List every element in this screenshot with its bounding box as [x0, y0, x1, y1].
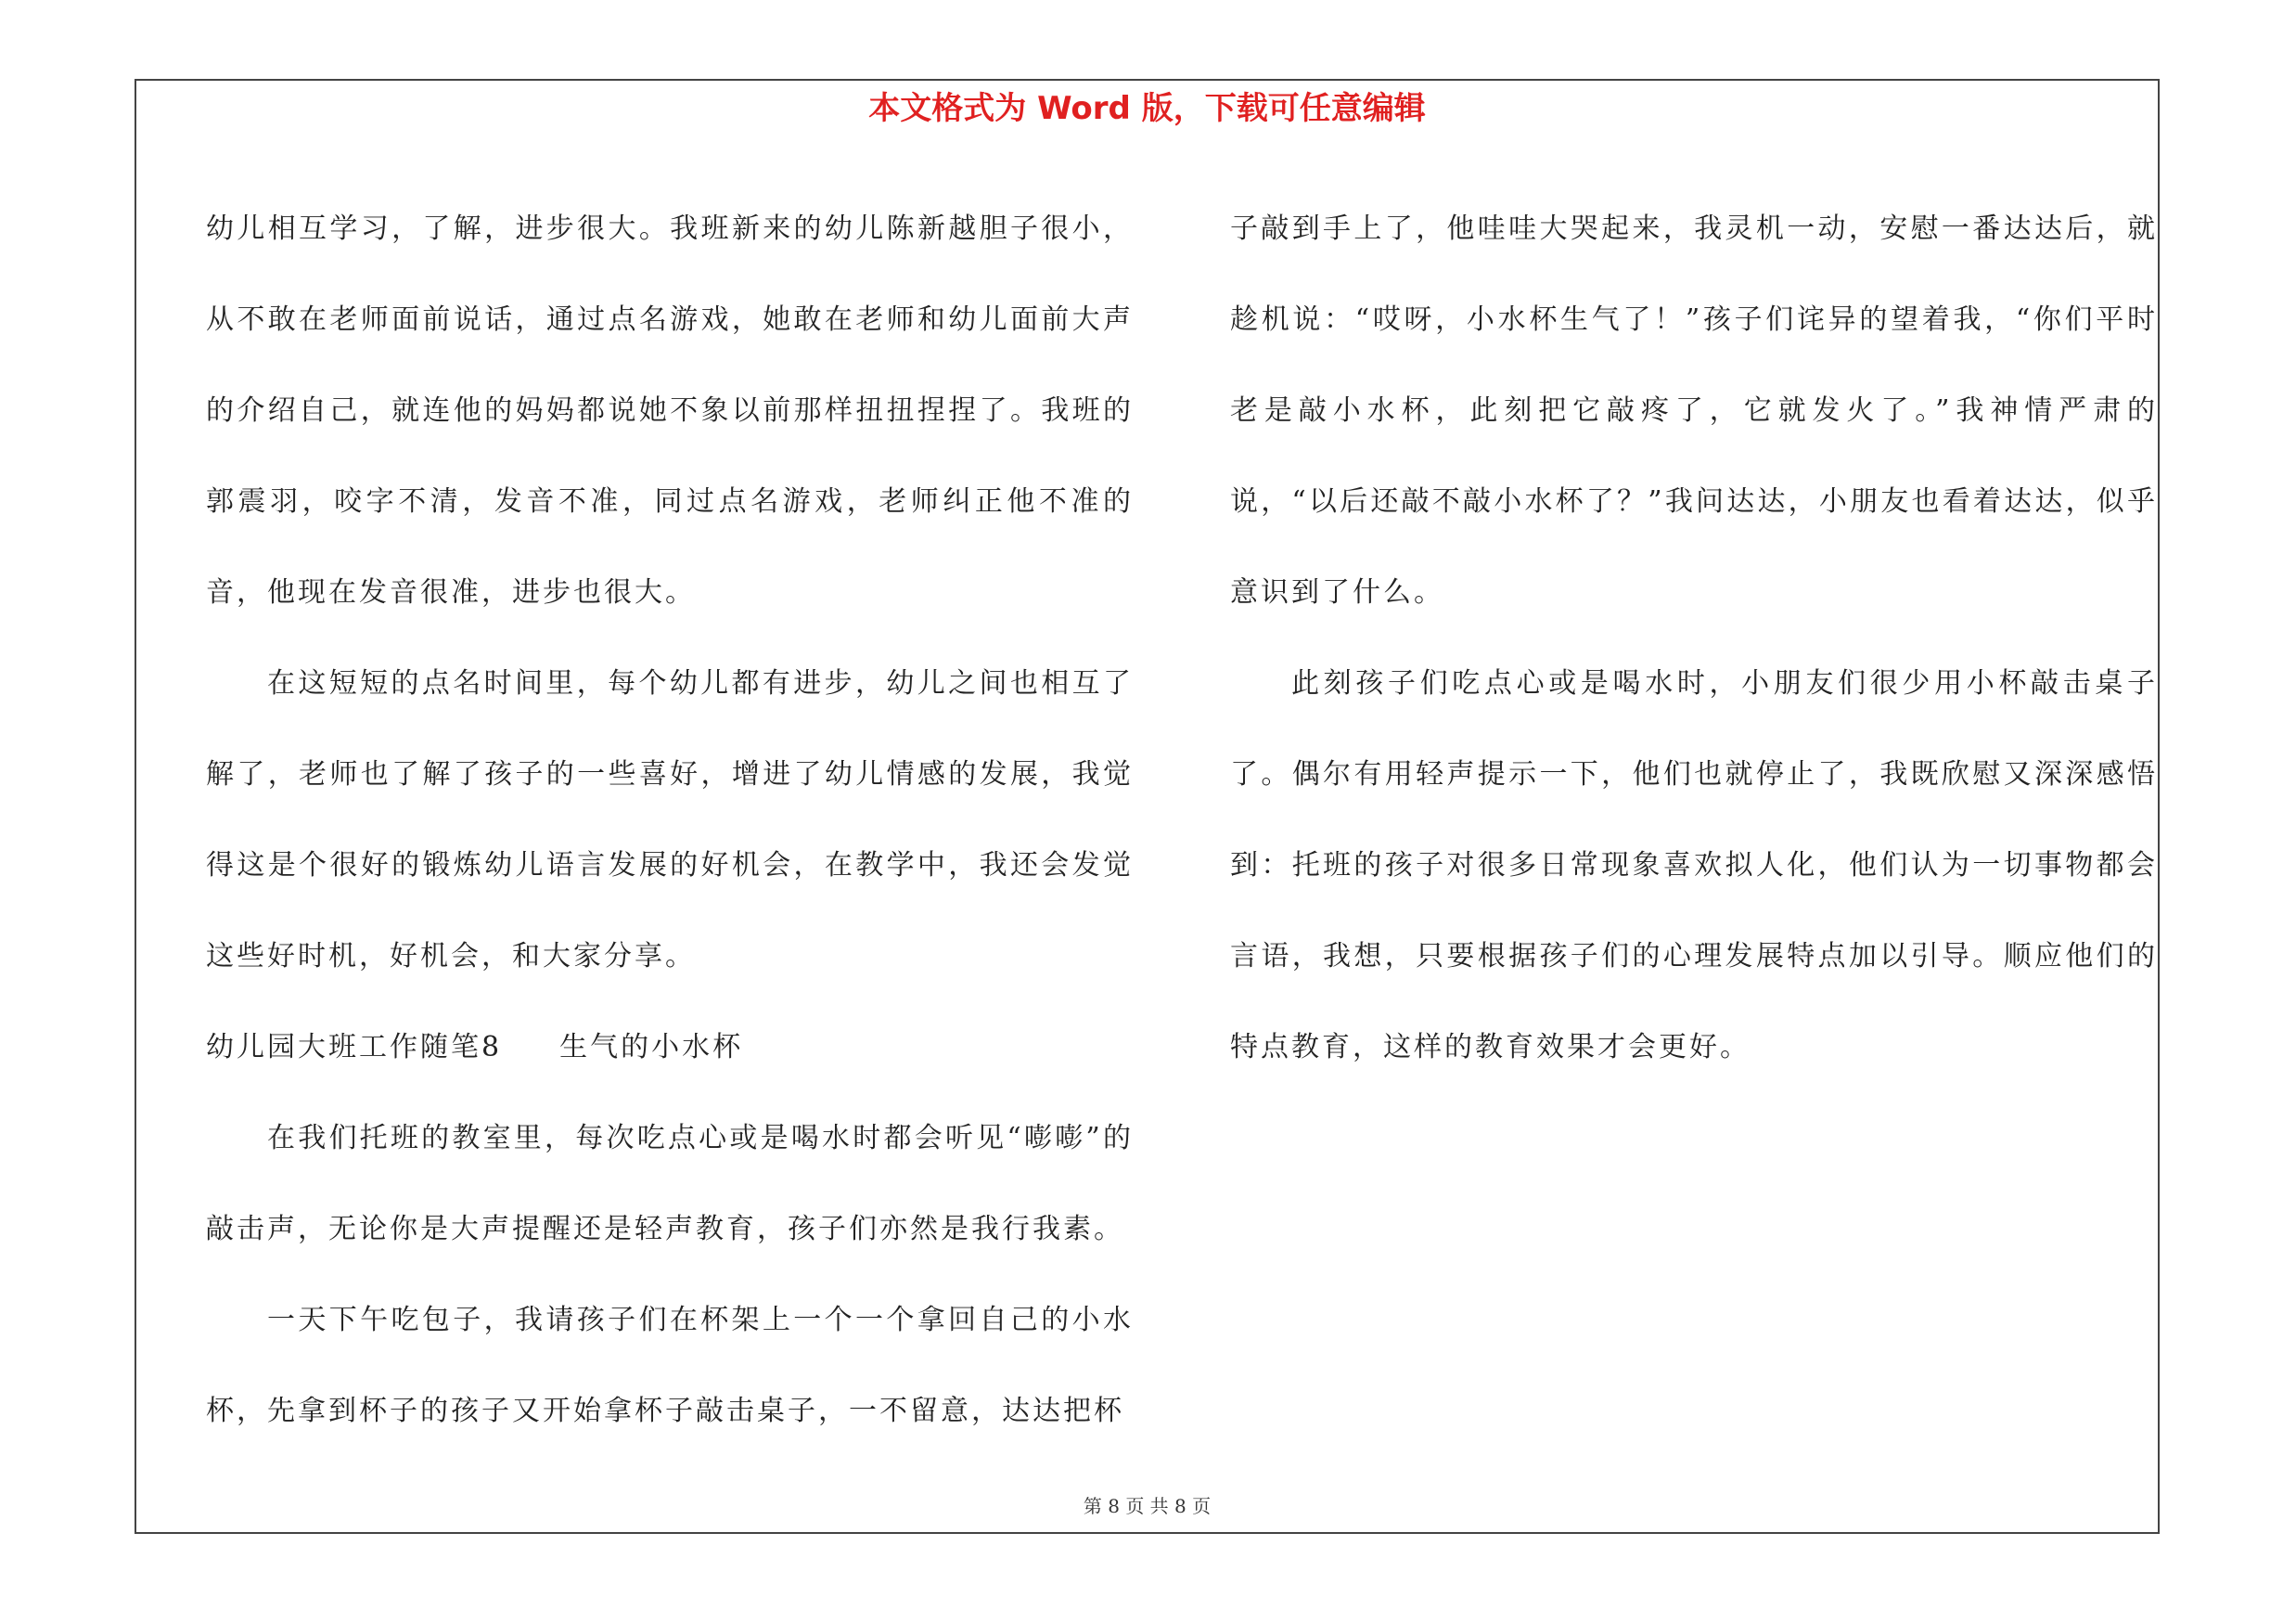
section-heading — [206, 1002, 1134, 1093]
section-subtitle: 生气的小水杯 — [559, 1031, 744, 1063]
section-title: 幼儿园大班工作随笔8 — [206, 1031, 503, 1063]
paragraph: 在这短短的点名时间里，每个幼儿都有进步，幼儿之间也相互了解了，老师也了解了孩子的一些喜好，增进了幼儿情感的发展，我觉得这是个很好的锻炼幼儿语言发展的好机会，在教学中，我还会发觉这些好时机，好机会，和大家分享。 — [206, 667, 1134, 973]
paragraph: 一天下午吃包子，我请孩子们在杯架上一个一个拿回自己的小水杯，先拿到杯子的孩子又开始拿杯子敲击桌子，一不留意，达达把杯 — [206, 1304, 1134, 1427]
left-column — [206, 184, 1134, 1457]
format-notice-banner: 本文格式为 Word 版，下载可任意编辑 — [868, 90, 1426, 127]
paragraph: 在我们托班的教室里，每次吃点心或是喝水时都会听见“嘭嘭”的敲击声，无论你是大声提醒还是轻声教育，孩子们亦然是我行我素。 — [206, 1122, 1134, 1245]
paragraph: 幼儿相互学习，了解，进步很大。我班新来的幼儿陈新越胆子很小，从不敢在老师面前说话，通过点名游戏，她敢在老师和幼儿面前大声的介绍自己，就连他的妈妈都说她不象以前那样扭扭捏捏了。我班的郭震羽，咬字不清，发音不准，同过点名游戏，老师纠正他不准的音，他现在发音很准，进步也很大。 — [206, 213, 1134, 609]
paragraph: 此刻孩子们吃点心或是喝水时，小朋友们很少用小杯敲击桌子了。偶尔有用轻声提示一下，他们也就停止了，我既欣慰又深深感悟到：托班的孩子对很多日常现象喜欢拟人化，他们认为一切事物都会言语，我想，只要根据孩子们的心理发展特点加以引导。顺应他们的特点教育，这样的教育效果才会更好。 — [1230, 667, 2158, 1063]
right-column — [1230, 184, 2158, 1093]
page-number-footer: 第 8 页 共 8 页 — [1083, 1495, 1212, 1517]
paragraph: 子敲到手上了，他哇哇大哭起来，我灵机一动，安慰一番达达后，就趁机说：“哎呀，小水杯生气了！”孩子们诧异的望着我，“你们平时老是敲小水杯，此刻把它敲疼了，它就发火了。”我神情严肃的说，“以后还敲不敲小水杯了？”我问达达，小朋友也看着达达，似乎意识到了什么。 — [1230, 213, 2158, 609]
